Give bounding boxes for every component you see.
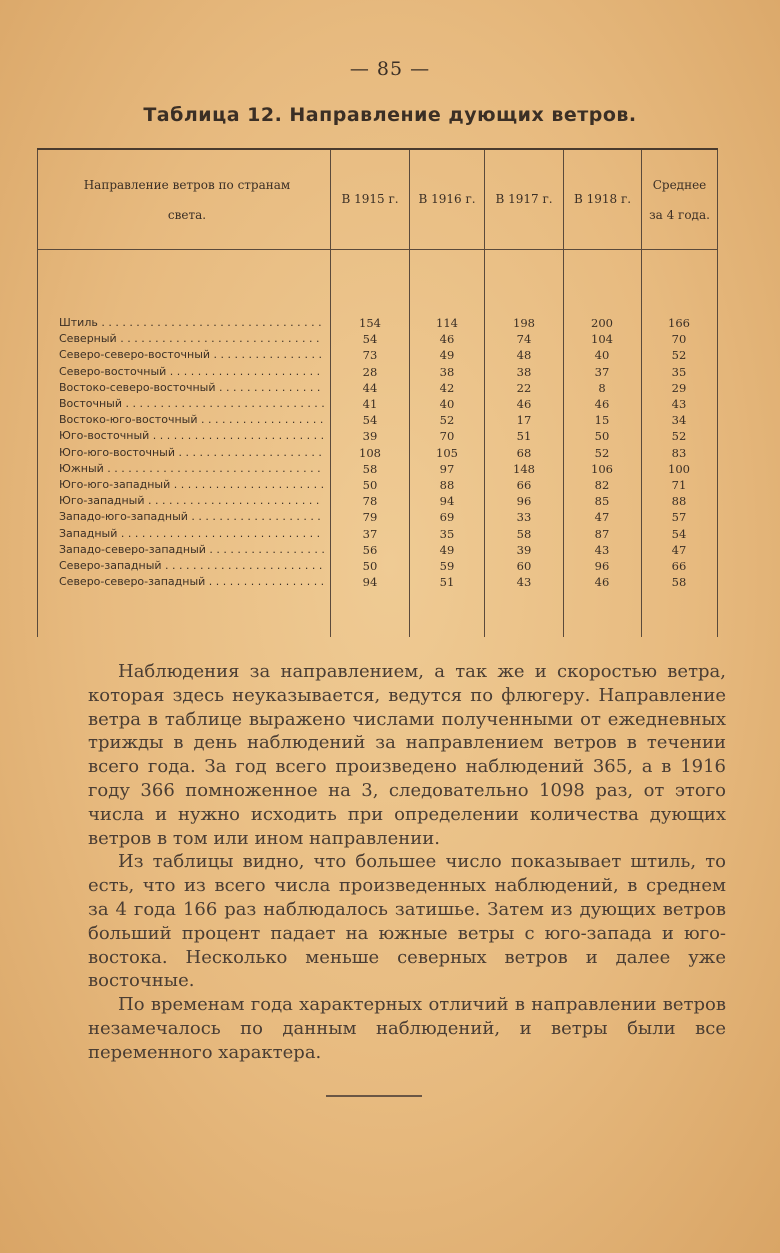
row-direction-name: Юго-западный . . . [59,493,324,509]
paragraph-2: Из таблицы видно, что большее число показывает штиль, то есть, что из всего числа произведенных наблюдений, в среднем за 4 года 166 раз наблюдалось затишье. Затем из дующих ветров больший процент падает на южные ветры с юго-запада и юго-востока. Несколько меньше северных ветров и далее уже восточные. [88,851,726,992]
wind-direction-table [37,148,718,637]
table-row [37,461,718,477]
header-direction: Направление ветров по странам света. [83,178,291,222]
table-title: Таблица 12. Направление дующих ветров. [143,104,637,126]
header-1915: В 1915 г. [341,192,399,206]
table-row [37,558,718,574]
row-direction-name: Западный . . . [59,526,324,542]
cell-v1917: 60 [516,559,532,573]
cell-v1915: 39 [362,429,378,444]
page-number: — 85 — [349,58,431,80]
cell-v1916: 59 [439,559,455,573]
table-row [37,428,718,444]
cell-v1916: 70 [439,429,455,444]
paragraph-3: По временам года характерных отличий в направлении ветров незамечалось по данным наблюдений, и ветры были все переменного характера. [88,994,726,1063]
cell-v1917: 39 [516,542,532,557]
cell-v1918: 43 [594,542,610,557]
row-direction-name: Юго-юго-западный . . . [59,477,324,493]
cell-v1915: 28 [362,364,378,379]
table-row [37,412,718,428]
table-row [37,380,718,396]
cell-avg: 52 [671,348,687,363]
row-direction-name: Юго-юго-восточный . . . [59,445,324,461]
cell-v1915: 54 [362,332,378,347]
cell-v1915: 56 [362,542,378,557]
cell-v1916: 105 [436,445,458,460]
cell-v1916: 88 [439,478,455,492]
cell-v1916: 49 [439,348,455,363]
row-direction-name: Западо-юго-западный . . . [59,509,324,525]
row-direction-name: Северо-восточный . . . [59,364,324,380]
cell-v1917: 74 [516,332,532,347]
cell-v1916: 42 [439,380,455,395]
cell-v1918: 8 [598,380,606,395]
cell-v1915: 94 [362,575,378,590]
cell-v1918: 106 [591,461,613,476]
cell-v1916: 114 [436,316,458,330]
end-rule [326,1095,422,1097]
cell-avg: 34 [671,413,687,428]
cell-v1918: 82 [594,478,610,492]
row-direction-name: Южный . . . [59,461,324,477]
cell-avg: 100 [668,461,690,476]
cell-avg: 71 [671,478,687,492]
row-direction-name: Северо-северо-восточный . . . [59,347,324,363]
table-row [37,526,718,542]
cell-v1918: 37 [594,364,610,379]
cell-avg: 43 [671,397,687,411]
row-direction-name: Восточный . . . [59,396,324,412]
cell-v1918: 52 [594,445,610,460]
row-direction-name: Северный . . . [59,331,324,347]
cell-v1915: 78 [362,494,378,509]
cell-v1915: 50 [362,559,378,573]
row-direction-name: Штиль . . . [59,315,324,331]
cell-v1918: 46 [594,397,610,411]
cell-v1918: 85 [594,494,610,509]
cell-v1917: 48 [516,348,532,363]
cell-v1915: 154 [359,316,381,330]
cell-v1917: 58 [516,526,532,541]
row-direction-name: Северо-западный . . . [59,558,324,574]
cell-v1917: 33 [516,510,532,525]
cell-v1916: 69 [439,510,455,525]
cell-v1917: 51 [516,429,532,444]
table-row [37,493,718,509]
cell-v1917: 46 [516,397,532,411]
cell-v1915: 50 [362,478,378,492]
cell-avg: 66 [671,559,687,573]
cell-avg: 35 [671,364,687,379]
cell-avg: 57 [671,510,687,525]
cell-v1916: 40 [439,397,455,411]
cell-avg: 88 [671,494,687,509]
cell-v1918: 40 [594,348,610,363]
table-row [37,509,718,525]
cell-v1915: 41 [362,397,378,411]
cell-v1917: 38 [516,364,532,379]
row-direction-name: Северо-северо-западный . . . [59,574,324,590]
body-text [88,660,726,1065]
row-direction-name: Востоко-юго-восточный . . . [59,412,324,428]
cell-avg: 54 [671,526,687,541]
cell-v1918: 15 [594,413,610,428]
cell-v1918: 200 [591,316,613,330]
row-direction-name: Юго-восточный . . . [59,428,324,444]
cell-v1916: 97 [439,461,455,476]
cell-v1915: 44 [362,380,378,395]
header-average: Среднее за 4 года. [649,178,710,222]
cell-v1915: 79 [362,510,378,525]
cell-v1917: 96 [516,494,532,509]
header-1918: В 1918 г. [573,192,632,206]
table-row [37,347,718,363]
row-direction-name: Западо-северо-западный . . . [59,542,324,558]
cell-v1915: 108 [359,445,381,460]
table-row [37,364,718,380]
cell-v1915: 73 [362,348,378,363]
table-row [37,574,718,590]
cell-avg: 52 [671,429,687,444]
table-row [37,315,718,331]
cell-v1918: 96 [594,559,610,573]
cell-v1916: 94 [439,494,455,509]
cell-v1916: 35 [439,526,455,541]
table-row [37,445,718,461]
header-1917: В 1917 г. [495,192,553,206]
table-row [37,396,718,412]
cell-v1918: 104 [591,332,613,347]
table-row [37,542,718,558]
cell-avg: 58 [671,575,687,590]
cell-v1916: 51 [439,575,455,590]
cell-v1917: 22 [516,380,532,395]
cell-v1915: 54 [362,413,378,428]
cell-avg: 83 [671,445,687,460]
table-row [37,477,718,493]
row-direction-name: Востоко-северо-восточный . . . [59,380,324,396]
cell-avg: 70 [671,332,687,347]
cell-v1917: 43 [516,575,532,590]
cell-avg: 29 [671,380,687,395]
header-1916: В 1916 г. [418,192,476,206]
cell-v1918: 87 [594,526,610,541]
cell-v1918: 50 [594,429,610,444]
cell-v1915: 37 [362,526,378,541]
cell-v1917: 68 [516,445,532,460]
cell-v1917: 66 [516,478,532,492]
cell-v1917: 148 [513,461,535,476]
cell-v1918: 46 [594,575,610,590]
cell-v1915: 58 [362,461,378,476]
cell-avg: 166 [668,316,690,330]
paragraph-1: Наблюдения за направлением, а так же и скоростью ветра, которая здесь неуказывается, ведутся по флюгеру. Направление ветра в таблице выражено числами полученными от ежедневных трижды в день наблюдений за направлением ветров в течении всего года. За год всего произведено наблюдений 365, а в 1916 году 366 помноженное на 3, следовательно 1098 раз, от этого числа и нужно исходить при определении количества дующих ветров в том или ином направлении. [88,661,726,849]
table-row [37,331,718,347]
cell-v1916: 49 [439,542,455,557]
cell-v1916: 46 [439,332,455,347]
cell-v1916: 38 [439,364,455,379]
cell-v1916: 52 [439,413,455,428]
cell-avg: 47 [671,542,687,557]
cell-v1917: 198 [513,316,535,330]
cell-v1918: 47 [594,510,610,525]
cell-v1917: 17 [516,413,532,428]
